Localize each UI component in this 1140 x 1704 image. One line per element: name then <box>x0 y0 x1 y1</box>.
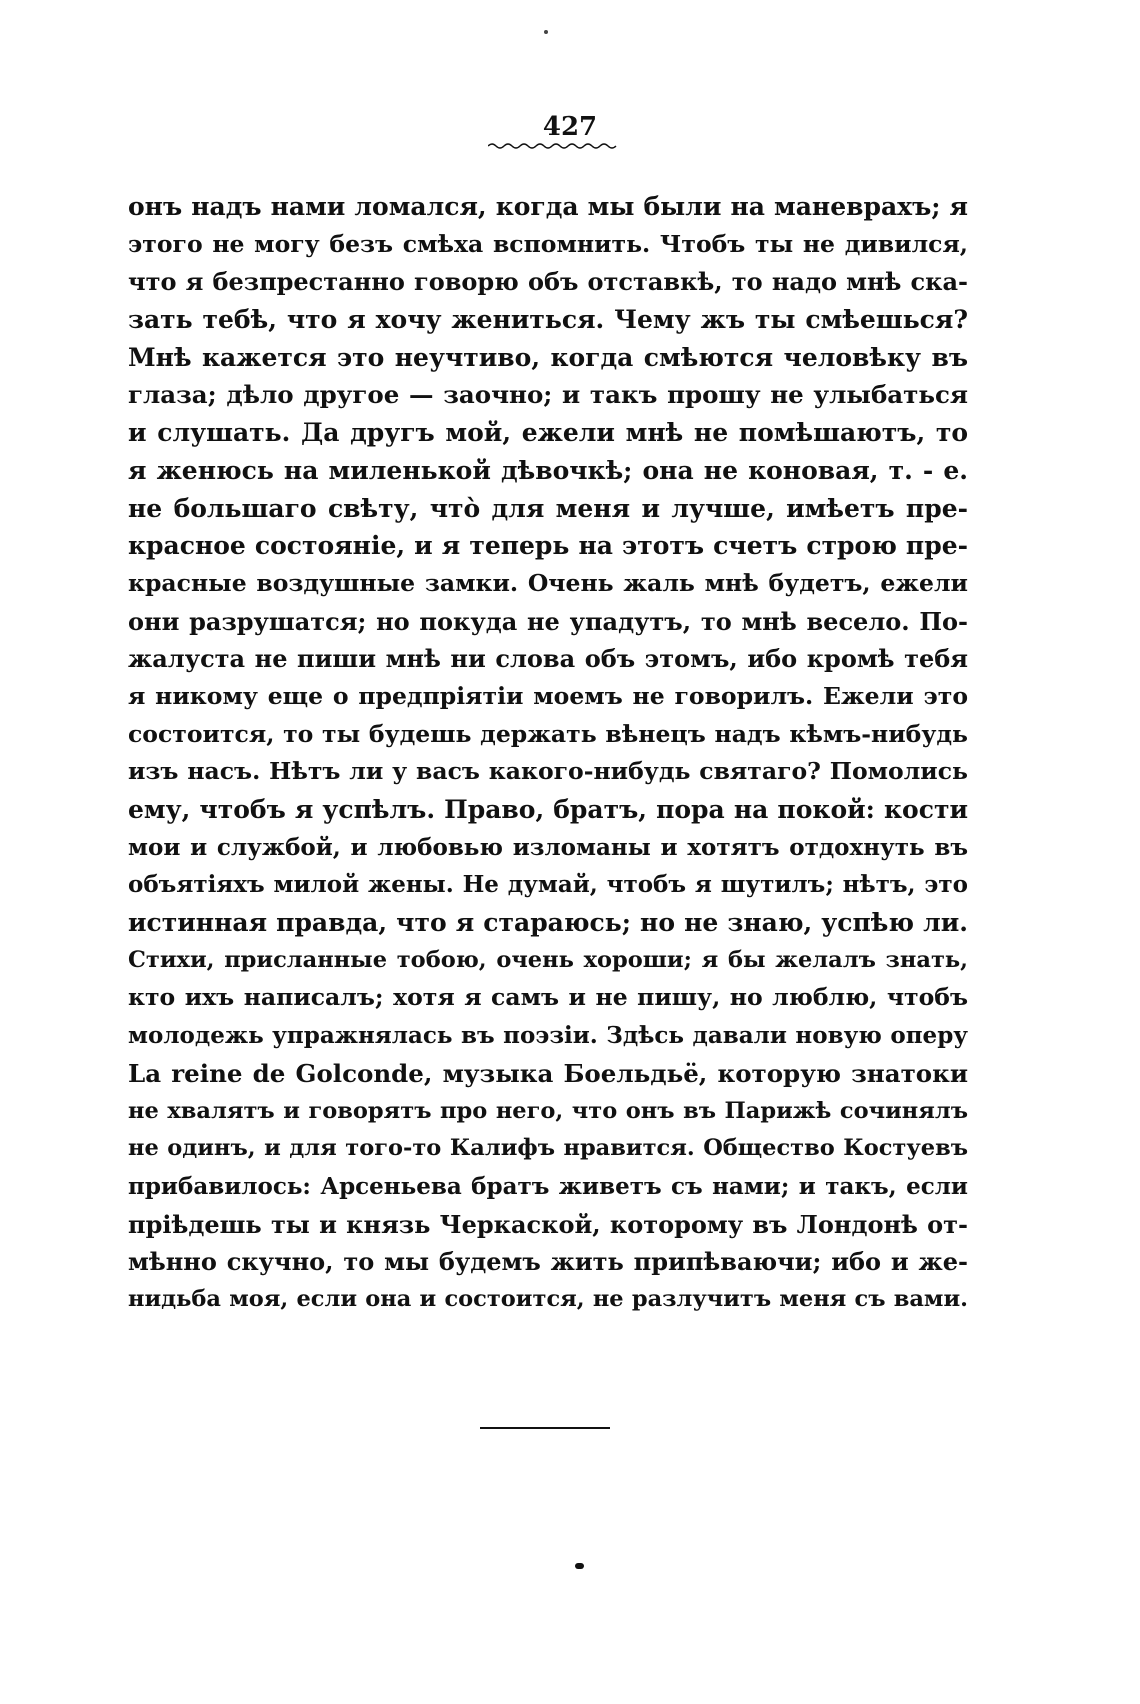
text-line: Мнѣ кажется это неучтиво, когда смѣются человѣку въ <box>128 342 968 372</box>
text-line: этого не могу безъ смѣха вспомнить. Чтобъ ты не дивился, <box>128 229 968 258</box>
text-line: не большаго свѣту, что̀ для меня и лучше, имѣетъ пре- <box>128 493 968 523</box>
text-line: состоится, то ты будешь держать вѣнецъ надъ кѣмъ-нибудь <box>128 719 968 748</box>
text-line: мои и службой, и любовью изломаны и хотятъ отдохнуть въ <box>128 833 968 861</box>
text-line: я никому еще о предпріятіи моемъ не говорилъ. Ежели это <box>128 681 968 710</box>
text-line: пріѣдешь ты и князь Черкаской, которому въ Лондонѣ от- <box>128 1209 968 1239</box>
text-line: жалуста не пиши мнѣ ни слова объ этомъ, ибо кромѣ тебя <box>128 644 968 674</box>
wavy-ornament <box>488 142 618 150</box>
text-line: красное состояніе, и я теперь на этотъ счетъ строю пре- <box>128 531 968 561</box>
text-line: что я безпрестанно говорю объ отставкѣ, то надо мнѣ ска- <box>128 267 968 297</box>
text-line: онъ надъ нами ломался, когда мы были на маневрахъ; я <box>128 192 968 221</box>
text-line: зать тебѣ, что я хочу жениться. Чему жъ ты смѣешься? <box>128 305 968 335</box>
page-number: 427 <box>542 112 598 142</box>
text-line: истинная правда, что я стараюсь; но не знаю, успѣю ли. <box>128 908 968 938</box>
text-line: кто ихъ написалъ; хотя я самъ и не пишу, но люблю, чтобъ <box>128 983 968 1012</box>
text-line: мѣнно скучно, то мы будемъ жить припѣваючи; ибо и же- <box>128 1247 968 1277</box>
text-line: прибавилось: Арсеньева братъ живетъ съ нами; и такъ, если <box>128 1172 968 1200</box>
text-line: красные воздушные замки. Очень жаль мнѣ будетъ, ежели <box>128 568 968 597</box>
text-line: молодежь упражнялась въ поэзіи. Здѣсь давали новую оперу <box>128 1022 968 1050</box>
print-speck <box>544 30 548 34</box>
text-line: ему, чтобъ я успѣлъ. Право, братъ, пора на покой: кости <box>128 795 968 824</box>
text-line: не хвалятъ и говорятъ про него, что онъ въ Парижѣ сочинялъ <box>128 1097 968 1124</box>
text-line: не одинъ, и для того-то Калифъ нравится. Общество Костуевъ <box>128 1135 968 1162</box>
closing-rule <box>480 1427 610 1429</box>
text-line: изъ насъ. Нѣтъ ли у васъ какого-нибудь святаго? Помолись <box>128 757 968 786</box>
text-line: Стихи, присланные тобою, очень хороши; я бы желалъ знать, <box>128 946 968 973</box>
text-line: нидьба моя, если она и состоится, не разлучитъ меня съ вами. <box>128 1285 968 1312</box>
print-speck <box>575 1563 584 1569</box>
letter-text <box>128 188 968 1319</box>
text-line: я женюсь на миленькой дѣвочкѣ; она не коновая, т. - е. <box>128 455 968 485</box>
text-line: они разрушатся; но покуда не упадутъ, то мнѣ весело. По- <box>128 606 968 636</box>
text-line: объятіяхъ милой жены. Не думай, чтобъ я шутилъ; нѣтъ, это <box>128 871 968 899</box>
text-line: La reine de Golconde, музыка Боельдьё, которую знатоки <box>128 1058 968 1088</box>
text-line: глаза; дѣло другое — заочно; и такъ прошу не улыбаться <box>128 380 968 410</box>
text-line: и слушать. Да другъ мой, ежели мнѣ не помѣшаютъ, то <box>128 418 968 448</box>
